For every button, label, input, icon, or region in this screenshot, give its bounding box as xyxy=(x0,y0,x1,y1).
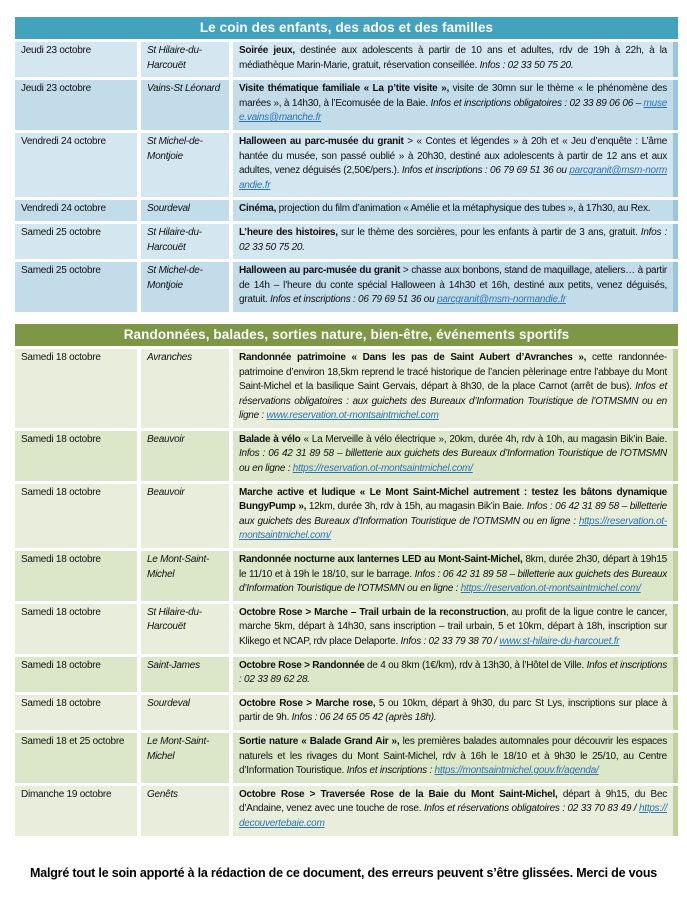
event-name: Balade à vélo xyxy=(239,433,301,445)
event-description xyxy=(233,42,678,77)
event-name: Octobre Rose > Marche – Trail urbain de la reconstruction xyxy=(239,606,506,618)
event-text: « La Merveille à vélo électrique », 20km, durée 4h, rdv à 10h, au magasin Bik’in Baie. xyxy=(300,433,667,445)
event-description xyxy=(233,695,678,730)
event-date: Samedi 18 octobre xyxy=(15,349,137,428)
event-row xyxy=(15,733,678,783)
event-text: , au profit de la ligue contre le cancer, marche 5km, départ à 14h30, sans inscription – trail urbain, 5 et 10km, départ à 18h, inscription sur Klikego et NCAP, rdv place Delaporte. xyxy=(239,606,667,647)
event-name: Randonnée patrimoine « Dans les pas de Saint Aubert d’Avranches », xyxy=(239,351,587,363)
event-info: Infos et inscriptions : xyxy=(346,765,435,777)
event-row xyxy=(15,431,678,481)
event-name: Octobre Rose > Traversée Rose de la Baie du Mont Saint-Michel, xyxy=(239,788,558,800)
event-info: Infos : 06 42 31 89 58 – billetterie aux guichets des Bureaux d’Information Touristique de l’OTMSMN ou en ligne : xyxy=(239,568,667,595)
event-text: projection du film d’animation « Amélie et la métaphysique des tubes », à 17h30, au Rex. xyxy=(276,203,651,215)
event-description xyxy=(233,80,678,130)
event-row xyxy=(15,262,678,312)
event-location: Le Mont-Saint-Michel xyxy=(141,551,229,601)
event-date: Jeudi 23 octobre xyxy=(15,42,137,77)
event-text: 12km, durée 3h, rdv à 15h, au magasin Bik’in Baie. xyxy=(306,501,527,513)
event-link[interactable]: www.reservation.ot-montsaintmichel.com xyxy=(266,410,439,422)
event-link[interactable]: https://reservation.ot-montsaintmichel.com/ xyxy=(292,463,473,475)
event-location: Beauvoir xyxy=(141,484,229,548)
event-description xyxy=(233,551,678,601)
event-location: St Michel-de-Montjoie xyxy=(141,262,229,312)
table-title-outdoor-sports: Randonnées, balades, sorties nature, bien-être, événements sportifs xyxy=(15,324,678,346)
event-info: Infos : 02 33 50 75 20. xyxy=(479,59,574,71)
event-link[interactable]: https://decouvertebaie.com xyxy=(239,803,667,829)
event-description xyxy=(233,431,678,481)
event-row xyxy=(15,786,678,836)
event-date: Samedi 25 octobre xyxy=(15,262,137,312)
event-location: Saint-James xyxy=(141,657,229,692)
event-info: Infos et inscriptions : 06 79 69 51 36 ou xyxy=(401,165,570,177)
event-link[interactable]: musee.vains@manche.fr xyxy=(239,97,667,124)
footer-disclaimer: Malgré tout le soin apporté à la rédaction de ce document, des erreurs peuvent s’être glissées. Merci de vous xyxy=(29,865,658,880)
event-location: Sourdeval xyxy=(141,200,229,221)
event-description xyxy=(233,657,678,692)
event-info: Infos : 02 33 50 75 20. xyxy=(239,226,668,253)
event-date: Samedi 18 octobre xyxy=(15,551,137,601)
event-location: Sourdeval xyxy=(141,695,229,730)
event-info: Infos : 06 24 65 05 42 (après 18h). xyxy=(291,712,437,724)
event-info: Infos et réservations obligatoires : 02 33 70 83 49 / xyxy=(423,803,639,815)
event-location: St Hilaire-du-Harcouët xyxy=(141,42,229,77)
event-row xyxy=(15,133,678,197)
event-text: sur le thème des sorcières, pour les enfants à partir de 3 ans, gratuit. xyxy=(337,226,641,238)
event-description xyxy=(233,733,678,783)
events-table-outdoor-sports xyxy=(15,324,678,836)
event-name: Marche active et ludique « Le Mont Saint-Michel autrement : testez les bâtons dynamique BungyPump », xyxy=(239,486,667,513)
table-rows xyxy=(15,349,678,836)
table-title-children-families: Le coin des enfants, des ados et des familles xyxy=(15,17,678,39)
event-name: L’heure des histoires, xyxy=(239,226,338,238)
event-text: visite de 30mn sur le thème « le phénomène des marées », à 14h30, à l’Ecomusée de la Baie. xyxy=(239,83,667,109)
event-date: Dimanche 19 octobre xyxy=(15,786,137,836)
event-text: les premières balades automnales pour découvrir les espaces naturels et les rivages du Mont Saint-Michel, rdv à 16h le 18/10 et à 9h30 le 25/10, au Centre d’Information Touristique. xyxy=(239,735,667,777)
event-name: Halloween au parc-musée du granit xyxy=(239,135,404,147)
event-row xyxy=(15,42,678,77)
event-description xyxy=(233,262,678,312)
event-link[interactable]: https://reservation.ot-montsaintmichel.com/ xyxy=(239,515,667,542)
event-name: Sortie nature « Balade Grand Air », xyxy=(239,735,400,747)
event-text: cette randonnée-patrimoine d’environ 18,5km reprend le tracé historique de l’ancien pèlerinage entre l’abbaye du Mont Saint-Michel et la basilique Saint Gervais, départ à 8h30, de la place Carnot (arrêt de bus). xyxy=(239,351,667,393)
event-text: destinée aux adolescents à partir de 10 ans et adultes, rdv de 19h à 22h, à la médiathèque Marin-Marie, gratuit, réservation conseillée. xyxy=(239,45,667,71)
event-text: > chasse aux bonbons, stand de maquillage, ateliers… à partir de 14h – l’heure du conte spécial Halloween à 14h30 et 16h, destiné aux petits, venez déguisés, gratuit. xyxy=(239,265,668,306)
event-date: Samedi 18 octobre xyxy=(15,431,137,481)
events-table-children-families xyxy=(15,17,678,312)
event-row xyxy=(15,349,678,428)
event-date: Samedi 25 octobre xyxy=(15,224,137,259)
event-location: Le Mont-Saint-Michel xyxy=(141,733,229,783)
event-location: Vains-St Léonard xyxy=(141,80,229,130)
event-location: Avranches xyxy=(141,349,229,428)
event-description xyxy=(233,786,678,836)
event-name: Visite thématique familiale « La p’tite visite », xyxy=(239,83,449,95)
event-date: Samedi 18 octobre xyxy=(15,657,137,692)
event-name: Octobre Rose > Marche rose, xyxy=(239,697,376,709)
event-name: Cinéma, xyxy=(239,203,277,215)
event-date: Vendredi 24 octobre xyxy=(15,200,137,221)
event-info: Infos : 06 42 31 89 58 – billetterie aux guichets des Bureaux d’Information Touristique de l’OTMSMN ou en ligne : xyxy=(239,448,667,475)
event-description xyxy=(233,224,678,259)
event-location: St Hilaire-du-Harcouët xyxy=(141,604,229,654)
table-rows xyxy=(15,42,678,312)
event-info: Infos et réservations obligatoires : aux guichets des Bureaux d’Information Touristique de l’OTMSMN ou en ligne : xyxy=(239,381,667,422)
event-date: Jeudi 23 octobre xyxy=(15,80,137,130)
event-description xyxy=(233,200,678,221)
event-description xyxy=(233,349,678,428)
event-text: de 4 ou 8km (1€/km), rdv à 13h30, à l’Hôtel de Ville. xyxy=(364,659,587,671)
event-date: Samedi 18 octobre xyxy=(15,484,137,548)
event-location: St Hilaire-du-Harcouët xyxy=(141,224,229,259)
event-row xyxy=(15,657,678,692)
event-info: Infos : 06 42 31 89 58 – billetterie aux guichets des Bureaux d’Information Touristique de l’OTMSMN ou en ligne : xyxy=(239,501,667,527)
event-location: Genêts xyxy=(141,786,229,836)
event-row xyxy=(15,200,678,221)
event-link[interactable]: parcgranit@msm-normandie.fr xyxy=(239,165,667,191)
event-info: Infos et inscriptions obligatoires : 02 33 89 06 06 – xyxy=(430,97,644,109)
event-link[interactable]: www.st-hilaire-du-harcouet.fr xyxy=(499,636,620,647)
event-row xyxy=(15,484,678,548)
event-name: Octobre Rose > Randonnée xyxy=(239,659,365,671)
event-name: Halloween au parc-musée du granit xyxy=(239,265,401,277)
event-description xyxy=(233,604,678,654)
event-row xyxy=(15,604,678,654)
event-text: départ à 9h15, du Bec d’Andaine, venez avec une touche de rose. xyxy=(239,788,668,815)
event-link[interactable]: https://reservation.ot-montsaintmichel.com/ xyxy=(460,583,641,595)
event-info: Infos et inscriptions : 02 33 89 62 28. xyxy=(239,659,667,686)
event-text: > « Contes et légendes » à 20h et « Jeu d’enquête : L’âme hantée du musée, son passé oublié » à 20h30, destiné aux adolescents à partir de 12 ans et aux adultes, venez déguisés (2,50€/pers.). xyxy=(239,135,668,177)
event-link[interactable]: https://montsaintmichel.gouv.fr/agenda/ xyxy=(434,765,599,777)
event-info: Infos et inscriptions : 06 79 69 51 36 ou xyxy=(270,294,437,306)
event-row xyxy=(15,224,678,259)
event-description xyxy=(233,133,678,197)
event-text: 8km, durée 2h30, départ à 19h15 le 11/10 et à 19h le 18/10, sur le barrage. xyxy=(239,554,667,580)
event-row xyxy=(15,551,678,601)
event-location: St Michel-de-Montjoie xyxy=(141,133,229,197)
event-location: Beauvoir xyxy=(141,431,229,481)
event-date: Samedi 18 octobre xyxy=(15,695,137,730)
event-description xyxy=(233,484,678,548)
event-info: Infos : 02 33 79 38 70 / xyxy=(400,636,500,647)
event-date: Samedi 18 et 25 octobre xyxy=(15,733,137,783)
event-date: Samedi 18 octobre xyxy=(15,604,137,654)
event-row xyxy=(15,80,678,130)
event-text: 5 ou 10km, départ à 9h30, du parc St Lys, inscriptions sur place à partir de 9h. xyxy=(239,697,667,724)
event-date: Vendredi 24 octobre xyxy=(15,133,137,197)
event-link[interactable]: parcgranit@msm-normandie.fr xyxy=(436,294,566,306)
event-name: Soirée jeux, xyxy=(239,45,295,56)
event-name: Randonnée nocturne aux lanternes LED au Mont-Saint-Michel, xyxy=(239,554,523,566)
event-row xyxy=(15,695,678,730)
